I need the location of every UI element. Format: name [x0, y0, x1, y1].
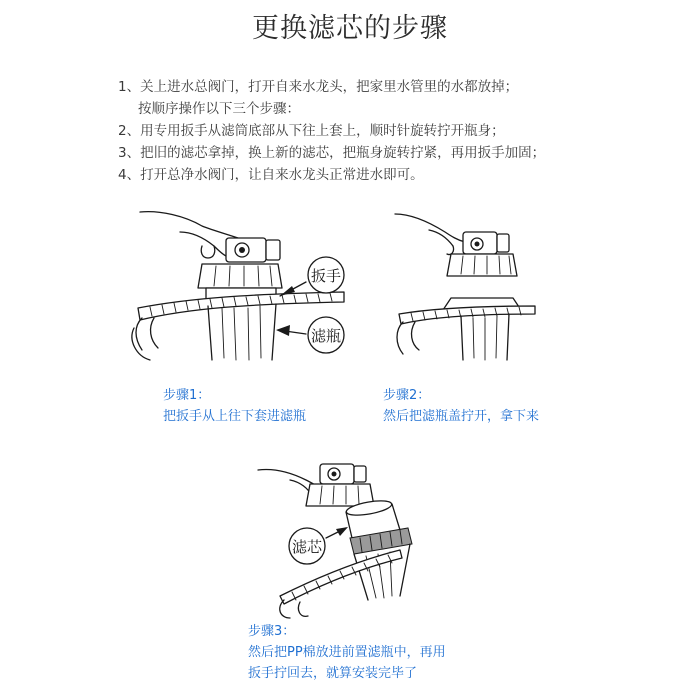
instruction-line-1-continued: 按顺序操作以下三个步骤： [138, 101, 300, 117]
step1-wrench-label [306, 255, 346, 295]
step2-wrench-band [399, 306, 535, 324]
step1-housing-head [198, 264, 282, 288]
step2-caption [383, 385, 539, 427]
step1-caption [163, 385, 306, 427]
instruction-line-2: 2、用专用扳手从滤筒底部从下往上套上，顺时针旋转拧开瓶身； [118, 123, 505, 139]
step3-caption-heading: 步骤3： [248, 624, 296, 639]
step1-bottle-label [306, 315, 346, 355]
step3-core-label [287, 526, 327, 566]
step2-caption-text: 然后把滤瓶盖拧开，拿下来 [383, 409, 540, 424]
svg-text:扳手: 扳手 [310, 267, 342, 285]
step2-hand-outline [395, 214, 465, 242]
instruction-list [118, 76, 678, 186]
step3-caption-line-2: 扳手拧回去，就算安装完毕了 [248, 666, 418, 681]
step2-housing-head [447, 254, 517, 276]
step3-caption [248, 621, 446, 684]
instruction-line-1: 1、关上进水总阀门，打开自来水龙头，把家里水管里的水都放掉； [118, 79, 519, 95]
step1-caption-heading: 步骤1： [163, 388, 211, 403]
instruction-line-3: 3、把旧的滤芯拿掉，换上新的滤芯，把瓶身旋转拧紧，再用扳手加固； [118, 145, 546, 161]
svg-text:滤芯: 滤芯 [291, 538, 323, 556]
step1-caption-text: 把扳手从上往下套进滤瓶 [163, 409, 307, 424]
svg-text:滤瓶: 滤瓶 [310, 327, 342, 345]
step2-illustration [385, 210, 545, 370]
step3-illustration [250, 450, 440, 620]
step1-bottle-outline [208, 304, 276, 360]
page-title: 更换滤芯的步骤 [252, 13, 448, 44]
instruction-line-4: 4、打开总净水阀门，让自来水龙头正常进水即可。 [118, 167, 424, 183]
step2-caption-heading: 步骤2： [383, 388, 431, 403]
step1-hand-outline [140, 212, 238, 238]
step3-caption-line-1: 然后把PP棉放进前置滤瓶中，再用 [248, 645, 446, 660]
